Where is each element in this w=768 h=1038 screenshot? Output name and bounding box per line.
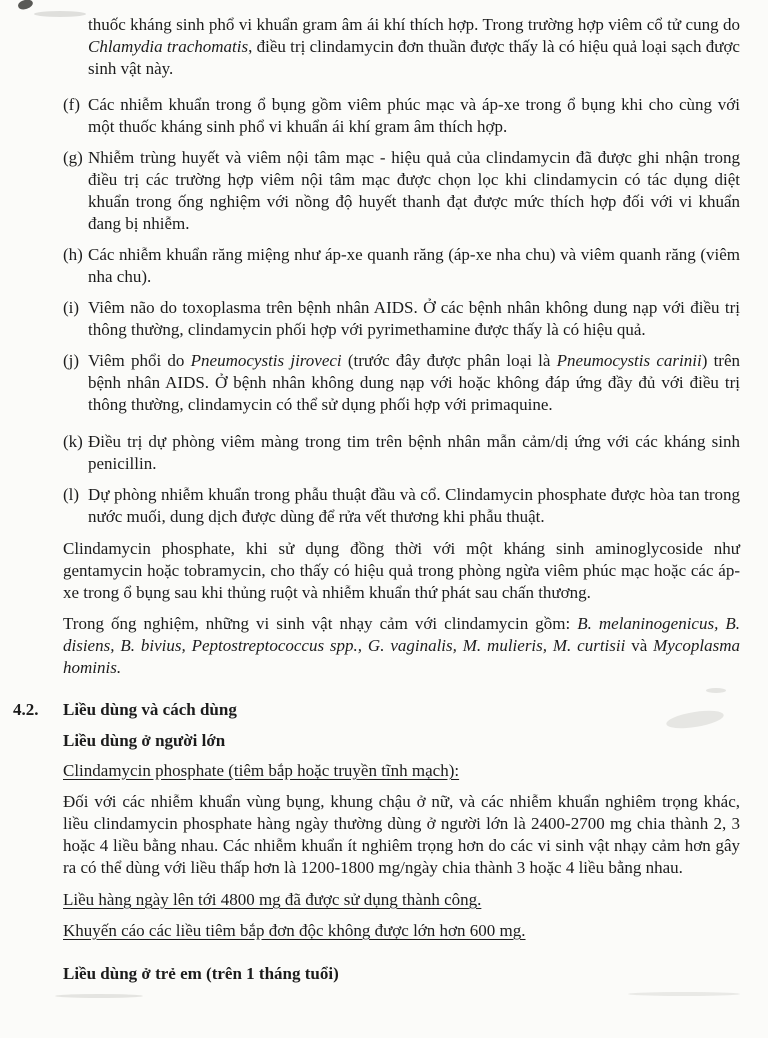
indication-text-l: Dự phòng nhiễm khuẩn trong phẫu thuật đầu và cổ. Clindamycin phosphate được hòa tan trong nước muối, dung dịch được dùng để rửa vết thương khi phẫu thuật. <box>88 485 740 526</box>
indication-label-l: (l) <box>63 485 80 504</box>
indication-item-i <box>63 297 740 341</box>
indication-label-k: (k) <box>63 432 83 451</box>
susceptible-organisms-paragraph: Trong ống nghiệm, những vi sinh vật nhạy cảm với clindamycin gồm: B. melaninogenicus, B. disiens, B. bivius, Peptostreptococcus spp., G. vaginalis, M. mulieris, M. curtisii và Mycoplasma hominis. <box>63 614 741 677</box>
max-daily-dose-note: Liều hàng ngày lên tới 4800 mg đã được sử dụng thành công. <box>63 890 482 909</box>
indication-item-k <box>63 431 740 475</box>
indication-text-f: Các nhiễm khuẩn trong ổ bụng gồm viêm phúc mạc và áp-xe trong ổ bụng khi cho cùng với một thuốc kháng sinh phổ vi khuẩn ái khí gram âm thích hợp. <box>88 95 740 136</box>
indication-item-f <box>63 94 740 138</box>
scan-mark-bottom-right <box>628 992 740 996</box>
indication-label-j: (j) <box>63 351 80 370</box>
route-heading: Clindamycin phosphate (tiêm bắp hoặc truyền tĩnh mạch): <box>63 761 460 780</box>
indication-text-j: Viêm phổi do Pneumocystis jiroveci (trước đây được phân loại là Pneumocystis carinii) trên bệnh nhân AIDS. Ở bệnh nhân không dung nạp với hoặc không đáp ứng đầy đủ với điều trị thông thường, clindamycin có thể sử dụng phối hợp với primaquine. <box>88 351 741 414</box>
section-title: Liều dùng và cách dùng <box>63 700 237 719</box>
document-content <box>13 14 741 985</box>
indications-list <box>63 94 740 528</box>
indication-text-k: Điều trị dự phòng viêm màng trong tim trên bệnh nhân mẫn cảm/dị ứng với các kháng sinh penicillin. <box>88 432 740 473</box>
indication-label-i: (i) <box>63 298 80 317</box>
section-heading <box>13 699 740 721</box>
adult-dose-paragraph: Đối với các nhiễm khuẩn vùng bụng, khung chậu ở nữ, và các nhiễm khuẩn nghiêm trọng khác, liều clindamycin phosphate hàng ngày thường dùng ở người lớn là 2400-2700 mg chia thành 2, 3 hoặc 4 liều bằng nhau. Các nhiễm khuẩn ít nghiêm trọng hơn do các vi sinh vật nhạy cảm hơn gây ra có thể dùng với liều thấp hơn là 1200-1800 mg/ngày chia thành 3 hoặc 4 liều bằng nhau. <box>63 792 740 877</box>
indication-item-g <box>63 147 740 235</box>
indication-item-l <box>63 484 740 528</box>
indication-text-h: Các nhiễm khuẩn răng miệng như áp-xe quanh răng (áp-xe nha chu) và viêm quanh răng (viêm nha chu). <box>88 245 740 286</box>
adult-dose-subheading: Liều dùng ở người lớn <box>63 731 226 750</box>
indication-text-g: Nhiễm trùng huyết và viêm nội tâm mạc - hiệu quả của clindamycin đã được ghi nhận trong điều trị các trường hợp viêm nội tâm mạc được chọn lọc khi clindamycin có tác dụng diệt khuẩn trong ống nghiệm với nồng độ huyết thanh đạt được mức thích hợp đối với vi khuẩn đang bị nhiễm. <box>88 148 740 233</box>
indication-item-h <box>63 244 740 288</box>
intro-paragraph: thuốc kháng sinh phổ vi khuẩn gram âm ái khí thích hợp. Trong trường hợp viêm cổ tử cung do Chlamydia trachomatis, điều trị clindamycin đơn thuần được thấy là có hiệu quả loại sạch được sinh vật này. <box>88 15 740 78</box>
indication-label-f: (f) <box>63 95 80 114</box>
scan-smudge-top-left <box>17 0 34 11</box>
max-im-dose-note: Khuyến cáo các liều tiêm bắp đơn độc không được lớn hơn 600 mg. <box>63 921 526 940</box>
section-number: 4.2. <box>13 700 39 719</box>
indication-text-i: Viêm não do toxoplasma trên bệnh nhân AIDS. Ở các bệnh nhân không dung nạp với điều trị thông thường, clindamycin phối hợp với pyrimethamine được thấy là có hiệu quả. <box>88 298 740 339</box>
aminoglycoside-paragraph: Clindamycin phosphate, khi sử dụng đồng thời với một kháng sinh aminoglycoside như gentamycin hoặc tobramycin, cho thấy có hiệu quả trong phòng ngừa viêm phúc mạc hoặc các áp-xe trong ổ bụng sau khi thủng ruột và nhiễm khuẩn thứ phát sau chấn thương. <box>63 539 740 602</box>
indication-label-h: (h) <box>63 245 83 264</box>
children-dose-subheading: Liều dùng ở trẻ em (trên 1 tháng tuổi) <box>63 964 339 983</box>
scan-mark-bottom-left <box>55 994 143 998</box>
indication-item-j <box>63 350 740 416</box>
indication-label-g: (g) <box>63 148 83 167</box>
